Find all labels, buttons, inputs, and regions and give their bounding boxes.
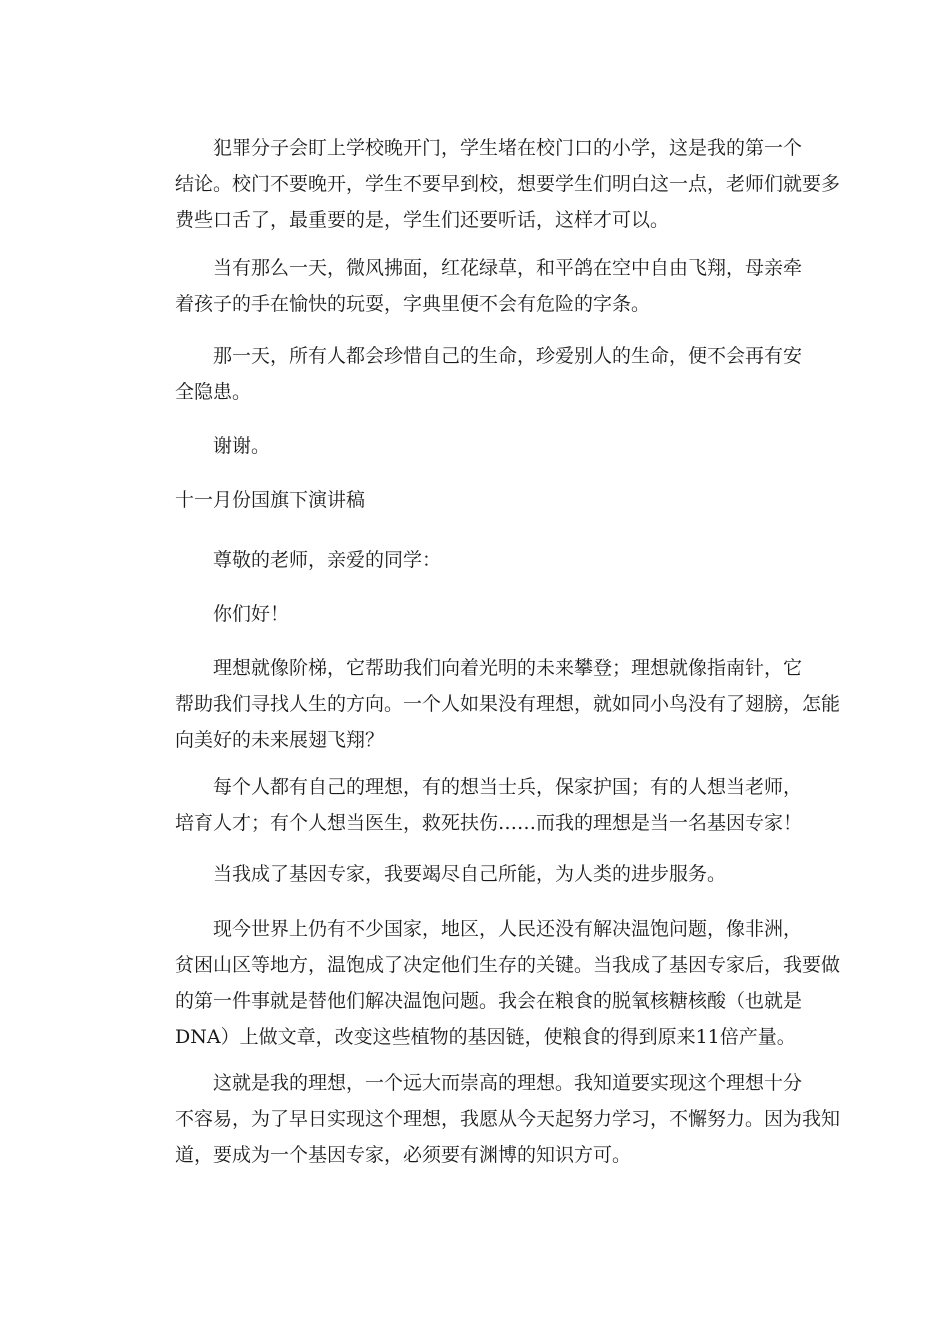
paragraph-1	[175, 130, 841, 238]
paragraph-line: 不容易，为了早日实现这个理想，我愿从今天起努力学习，不懈努力。因为我知	[175, 1108, 841, 1130]
paragraph-4	[175, 428, 815, 464]
paragraph-line: 道，要成为一个基因专家，必须要有渊博的知识方可。	[175, 1144, 632, 1166]
paragraph-line: 犯罪分子会盯上学校晚开门，学生堵在校门口的小学，这是我的第一个	[213, 137, 803, 159]
paragraph-10	[175, 911, 841, 1055]
paragraph-3	[175, 338, 815, 410]
paragraph-line: DNA）上做文章，改变这些植物的基因链，使粮食的得到原来11倍产量。	[175, 1026, 796, 1048]
paragraph-line: 理想就像阶梯，它帮助我们向着光明的未来攀登；理想就像指南针，它	[213, 657, 803, 679]
paragraph-line: 费些口舌了，最重要的是，学生们还要听话，这样才可以。	[175, 209, 670, 231]
paragraph-11	[175, 1065, 841, 1173]
greeting-hello	[175, 596, 815, 632]
paragraph-7	[175, 650, 841, 758]
paragraph-line: 当我成了基因专家，我要竭尽自己所能，为人类的进步服务。	[213, 863, 727, 885]
paragraph-line: 那一天，所有人都会珍惜自己的生命，珍爱别人的生命，便不会再有安	[213, 345, 803, 367]
paragraph-line: 结论。校门不要晚开，学生不要早到校，想要学生们明白这一点，老师们就要多	[175, 173, 841, 195]
paragraph-line: 向美好的未来展翅飞翔？	[175, 729, 385, 751]
paragraph-2	[175, 250, 815, 322]
paragraph-line: 着孩子的手在愉快的玩耍，字典里便不会有危险的字条。	[175, 293, 651, 315]
paragraph-line: 你们好！	[213, 603, 290, 625]
paragraph-line: 尊敬的老师，亲爱的同学：	[213, 549, 442, 571]
paragraph-line: 当有那么一天，微风拂面，红花绿草，和平鸽在空中自由飞翔，母亲牵	[213, 257, 803, 279]
paragraph-8	[175, 769, 815, 841]
paragraph-line: 每个人都有自己的理想，有的想当士兵，保家护国；有的人想当老师，	[213, 776, 803, 798]
greeting-salutation	[175, 542, 815, 578]
paragraph-9	[175, 856, 815, 892]
speech-title: 十一月份国旗下演讲稿	[175, 489, 366, 511]
paragraph-line: 现今世界上仍有不少国家，地区，人民还没有解决温饱问题，像非洲，	[213, 918, 803, 940]
paragraph-line: 谢谢。	[213, 435, 271, 457]
paragraph-line: 全隐患。	[175, 381, 252, 403]
paragraph-line: 这就是我的理想，一个远大而崇高的理想。我知道要实现这个理想十分	[213, 1072, 803, 1094]
paragraph-line: 培育人才；有个人想当医生，救死扶伤……而我的理想是当一名基因专家！	[175, 812, 803, 834]
paragraph-line: 贫困山区等地方，温饱成了决定他们生存的关键。当我成了基因专家后，我要做	[175, 954, 841, 976]
paragraph-line: 的第一件事就是替他们解决温饱问题。我会在粮食的脱氧核糖核酸（也就是	[175, 990, 803, 1012]
paragraph-line: 帮助我们寻找人生的方向。一个人如果没有理想，就如同小鸟没有了翅膀，怎能	[175, 693, 841, 715]
